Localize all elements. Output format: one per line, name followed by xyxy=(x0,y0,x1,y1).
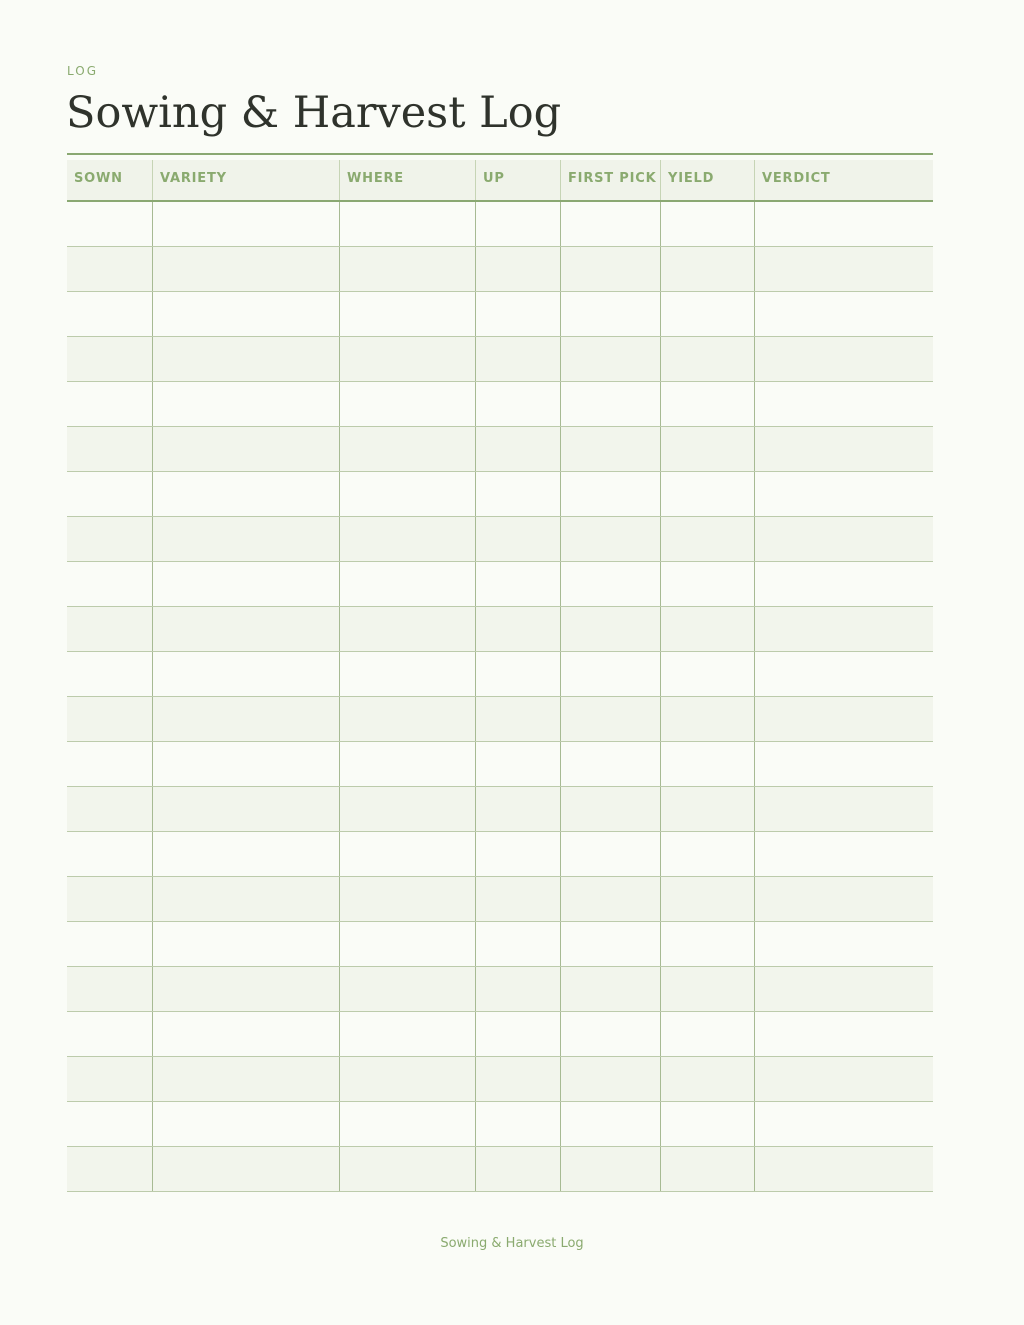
column-header-verdict: VERDICT xyxy=(754,160,933,200)
table-row xyxy=(67,1102,933,1147)
cell-verdict xyxy=(754,517,933,561)
cell-verdict xyxy=(754,877,933,921)
column-header-yield: YIELD xyxy=(660,160,754,200)
cell-verdict xyxy=(754,697,933,741)
page-footer: Sowing & Harvest Log xyxy=(440,1236,584,1251)
cell-first-pick xyxy=(560,292,660,336)
cell-yield xyxy=(660,967,754,1011)
table-row xyxy=(67,382,933,427)
cell-sown xyxy=(67,292,152,336)
table-row xyxy=(67,697,933,742)
cell-where xyxy=(339,292,475,336)
cell-sown xyxy=(67,202,152,246)
cell-variety xyxy=(152,1012,339,1056)
cell-variety xyxy=(152,1102,339,1146)
cell-yield xyxy=(660,517,754,561)
cell-sown xyxy=(67,247,152,291)
cell-first-pick xyxy=(560,967,660,1011)
cell-yield xyxy=(660,337,754,381)
cell-up xyxy=(475,1012,560,1056)
cell-verdict xyxy=(754,607,933,651)
cell-up xyxy=(475,247,560,291)
cell-verdict xyxy=(754,652,933,696)
cell-sown xyxy=(67,1012,152,1056)
cell-variety xyxy=(152,562,339,606)
cell-first-pick xyxy=(560,427,660,471)
table-row xyxy=(67,427,933,472)
cell-up xyxy=(475,967,560,1011)
cell-sown xyxy=(67,337,152,381)
cell-first-pick xyxy=(560,1012,660,1056)
cell-sown xyxy=(67,922,152,966)
cell-where xyxy=(339,652,475,696)
column-header-up: UP xyxy=(475,160,560,200)
cell-verdict xyxy=(754,922,933,966)
cell-where xyxy=(339,247,475,291)
cell-verdict xyxy=(754,472,933,516)
cell-variety xyxy=(152,517,339,561)
cell-verdict xyxy=(754,292,933,336)
cell-first-pick xyxy=(560,652,660,696)
cell-variety xyxy=(152,922,339,966)
cell-up xyxy=(475,427,560,471)
cell-variety xyxy=(152,652,339,696)
column-header-variety: VARIETY xyxy=(152,160,339,200)
table-row xyxy=(67,922,933,967)
cell-yield xyxy=(660,877,754,921)
table-row xyxy=(67,877,933,922)
cell-variety xyxy=(152,742,339,786)
cell-verdict xyxy=(754,742,933,786)
cell-where xyxy=(339,877,475,921)
cell-where xyxy=(339,1147,475,1191)
table-row xyxy=(67,1057,933,1102)
eyebrow-label: LOG xyxy=(67,64,99,78)
cell-first-pick xyxy=(560,787,660,831)
cell-where xyxy=(339,832,475,876)
cell-sown xyxy=(67,742,152,786)
cell-first-pick xyxy=(560,382,660,426)
cell-sown xyxy=(67,382,152,426)
cell-where xyxy=(339,967,475,1011)
cell-sown xyxy=(67,607,152,651)
cell-yield xyxy=(660,202,754,246)
cell-verdict xyxy=(754,832,933,876)
cell-yield xyxy=(660,697,754,741)
cell-yield xyxy=(660,1057,754,1101)
cell-yield xyxy=(660,1012,754,1056)
cell-variety xyxy=(152,967,339,1011)
cell-yield xyxy=(660,1147,754,1191)
cell-sown xyxy=(67,652,152,696)
cell-yield xyxy=(660,607,754,651)
cell-variety xyxy=(152,202,339,246)
cell-variety xyxy=(152,472,339,516)
cell-sown xyxy=(67,787,152,831)
cell-verdict xyxy=(754,1012,933,1056)
cell-variety xyxy=(152,292,339,336)
cell-where xyxy=(339,517,475,561)
cell-sown xyxy=(67,832,152,876)
table-row xyxy=(67,967,933,1012)
cell-up xyxy=(475,1102,560,1146)
cell-up xyxy=(475,1147,560,1191)
cell-yield xyxy=(660,787,754,831)
cell-verdict xyxy=(754,1147,933,1191)
cell-up xyxy=(475,787,560,831)
cell-first-pick xyxy=(560,1147,660,1191)
cell-yield xyxy=(660,652,754,696)
cell-first-pick xyxy=(560,337,660,381)
table-row xyxy=(67,742,933,787)
cell-up xyxy=(475,922,560,966)
cell-where xyxy=(339,472,475,516)
table-row xyxy=(67,337,933,382)
cell-verdict xyxy=(754,427,933,471)
cell-yield xyxy=(660,742,754,786)
cell-where xyxy=(339,1012,475,1056)
cell-verdict xyxy=(754,1102,933,1146)
table-row xyxy=(67,472,933,517)
table-row xyxy=(67,1147,933,1192)
cell-variety xyxy=(152,427,339,471)
cell-where xyxy=(339,1102,475,1146)
cell-variety xyxy=(152,247,339,291)
cell-where xyxy=(339,202,475,246)
cell-first-pick xyxy=(560,922,660,966)
cell-sown xyxy=(67,517,152,561)
table-row xyxy=(67,292,933,337)
cell-where xyxy=(339,607,475,651)
cell-where xyxy=(339,382,475,426)
cell-where xyxy=(339,742,475,786)
cell-first-pick xyxy=(560,247,660,291)
cell-first-pick xyxy=(560,517,660,561)
cell-first-pick xyxy=(560,202,660,246)
cell-where xyxy=(339,922,475,966)
cell-verdict xyxy=(754,967,933,1011)
cell-up xyxy=(475,337,560,381)
cell-sown xyxy=(67,1147,152,1191)
cell-yield xyxy=(660,247,754,291)
cell-where xyxy=(339,697,475,741)
cell-verdict xyxy=(754,562,933,606)
cell-verdict xyxy=(754,787,933,831)
cell-yield xyxy=(660,427,754,471)
cell-up xyxy=(475,607,560,651)
cell-where xyxy=(339,337,475,381)
cell-where xyxy=(339,562,475,606)
cell-first-pick xyxy=(560,1102,660,1146)
cell-sown xyxy=(67,562,152,606)
table-body xyxy=(67,202,933,1192)
cell-up xyxy=(475,877,560,921)
cell-variety xyxy=(152,1057,339,1101)
cell-up xyxy=(475,742,560,786)
cell-yield xyxy=(660,472,754,516)
cell-variety xyxy=(152,607,339,651)
cell-up xyxy=(475,202,560,246)
cell-verdict xyxy=(754,1057,933,1101)
column-header-where: WHERE xyxy=(339,160,475,200)
cell-variety xyxy=(152,382,339,426)
cell-first-pick xyxy=(560,697,660,741)
cell-up xyxy=(475,292,560,336)
cell-first-pick xyxy=(560,1057,660,1101)
cell-first-pick xyxy=(560,742,660,786)
column-header-first-pick: FIRST PICK xyxy=(560,160,660,200)
cell-first-pick xyxy=(560,607,660,651)
cell-yield xyxy=(660,382,754,426)
cell-up xyxy=(475,472,560,516)
table-row xyxy=(67,202,933,247)
table-row xyxy=(67,607,933,652)
cell-variety xyxy=(152,877,339,921)
table-row xyxy=(67,652,933,697)
cell-variety xyxy=(152,787,339,831)
cell-variety xyxy=(152,337,339,381)
cell-up xyxy=(475,697,560,741)
cell-yield xyxy=(660,1102,754,1146)
cell-first-pick xyxy=(560,832,660,876)
log-table xyxy=(67,160,933,1192)
cell-sown xyxy=(67,697,152,741)
cell-verdict xyxy=(754,247,933,291)
cell-yield xyxy=(660,292,754,336)
table-row xyxy=(67,832,933,877)
cell-up xyxy=(475,517,560,561)
cell-up xyxy=(475,1057,560,1101)
cell-up xyxy=(475,652,560,696)
cell-up xyxy=(475,382,560,426)
cell-sown xyxy=(67,1102,152,1146)
table-row xyxy=(67,247,933,292)
column-header-sown: SOWN xyxy=(74,171,123,186)
cell-sown xyxy=(67,1057,152,1101)
cell-variety xyxy=(152,697,339,741)
cell-verdict xyxy=(754,202,933,246)
cell-variety xyxy=(152,832,339,876)
cell-first-pick xyxy=(560,562,660,606)
table-row xyxy=(67,1012,933,1057)
page-title: Sowing & Harvest Log xyxy=(66,88,562,138)
table-header xyxy=(67,160,933,202)
cell-first-pick xyxy=(560,472,660,516)
cell-verdict xyxy=(754,382,933,426)
cell-up xyxy=(475,562,560,606)
cell-yield xyxy=(660,562,754,606)
cell-sown xyxy=(67,877,152,921)
cell-where xyxy=(339,427,475,471)
cell-first-pick xyxy=(560,877,660,921)
cell-yield xyxy=(660,922,754,966)
cell-variety xyxy=(152,1147,339,1191)
table-row xyxy=(67,562,933,607)
title-divider xyxy=(67,153,933,155)
table-row xyxy=(67,517,933,562)
cell-sown xyxy=(67,967,152,1011)
cell-sown xyxy=(67,472,152,516)
cell-up xyxy=(475,832,560,876)
cell-where xyxy=(339,787,475,831)
cell-verdict xyxy=(754,337,933,381)
cell-yield xyxy=(660,832,754,876)
cell-where xyxy=(339,1057,475,1101)
cell-sown xyxy=(67,427,152,471)
table-row xyxy=(67,787,933,832)
